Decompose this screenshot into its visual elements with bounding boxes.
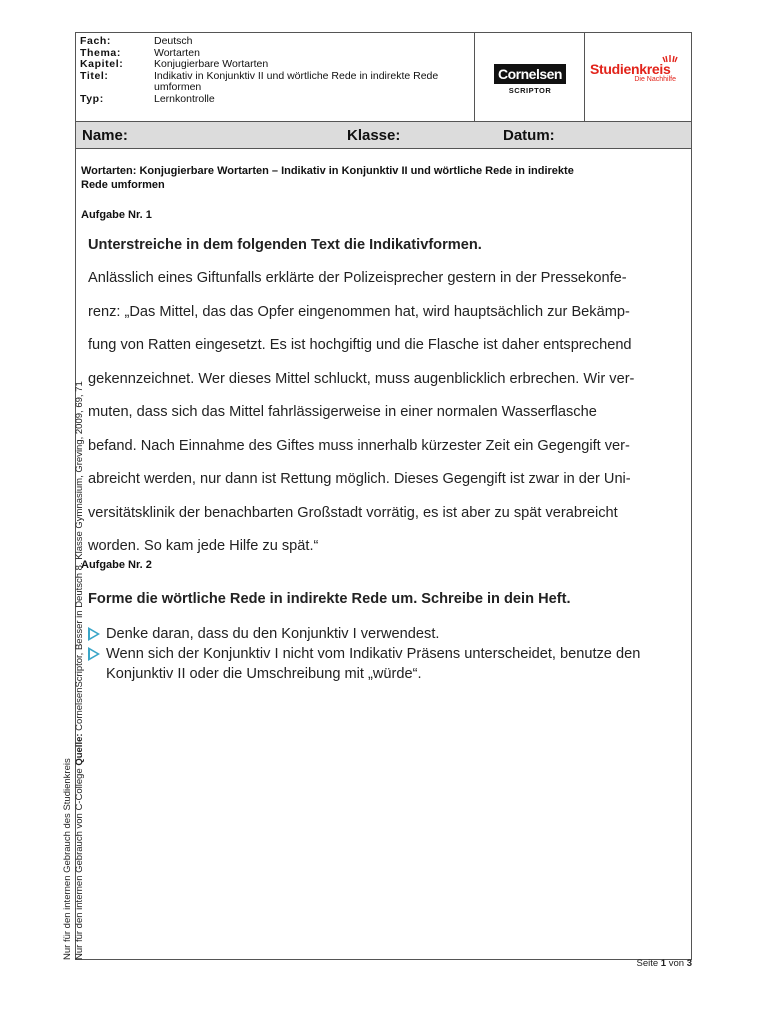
task-1-text [88, 262, 680, 564]
class-label: Klasse: [347, 127, 401, 144]
page-current: 1 [660, 958, 667, 969]
hint-item [88, 644, 688, 684]
scriptor-logo: SCRIPTOR [508, 86, 552, 95]
source-label: Quelle: [73, 733, 85, 766]
topic-line: Wortarten: Konjugierbare Wortarten – Indikativ in Konjunktiv II und wörtliche Rede in indirekte [81, 165, 574, 177]
meta-key [80, 82, 154, 94]
source-note-prefix: Nur für den internen Gebrauch von C-College [73, 765, 85, 960]
hint-text: Konjunktiv II oder die Umschreibung mit „würde“. [106, 666, 422, 682]
page-number [637, 958, 693, 969]
task-2-label: Aufgabe Nr. 2 [81, 559, 152, 571]
meta-value: Wortarten [154, 46, 200, 59]
meta-value: umformen [154, 81, 202, 93]
sun-rays-icon [662, 53, 678, 63]
page-total: 3 [686, 958, 692, 969]
source-note-line: Nur für den internen Gebrauch des Studienkreis [62, 758, 73, 960]
arrow-bullet-icon [88, 627, 100, 641]
text-line: worden. So kam jede Hilfe zu spät.“ [88, 538, 319, 554]
date-label: Datum: [503, 127, 555, 144]
task-2-hints [88, 624, 688, 684]
meta-key: Thema: [80, 46, 121, 59]
meta-value: Konjugierbare Wortarten [154, 58, 269, 70]
arrow-bullet-icon [88, 647, 100, 661]
meta-key: Kapitel: [80, 58, 124, 70]
meta-value: Lernkontrolle [154, 92, 215, 105]
text-line: abreicht werden, nur dann ist Rettung möglich. Dieses Gegengift ist zwar in der Uni- [88, 471, 631, 487]
hint-text: Denke daran, dass du den Konjunktiv I verwendest. [106, 626, 440, 642]
meta-key: Titel: [80, 69, 109, 82]
topic-line: Rede umformen [81, 178, 165, 191]
hint-item [88, 624, 688, 644]
meta-row [80, 71, 480, 83]
header-divider [474, 33, 475, 121]
studienkreis-name: Studienkreis [590, 61, 671, 77]
meta-key: Fach: [80, 35, 112, 47]
text-line: Anlässlich eines Giftunfalls erklärte der Polizeisprecher gestern in der Pressekonfe- [88, 270, 627, 286]
worksheet-topic [81, 165, 681, 192]
task-1-label: Aufgabe Nr. 1 [81, 209, 152, 221]
header-divider [584, 33, 585, 121]
meta-key: Typ: [80, 92, 104, 105]
source-note-citation: CornelsenScriptor, Besser in Deutsch 8. Klasse Gymnasium, Greving, 2009, 69, 71 [73, 381, 85, 734]
text-line: befand. Nach Einnahme des Giftes muss innerhalb kürzester Zeit ein Gegengift ver- [88, 437, 630, 454]
worksheet-frame [75, 32, 692, 960]
page-prefix: Seite [636, 958, 661, 969]
source-note-line [74, 381, 86, 960]
header-metadata [80, 36, 480, 105]
text-line: renz: „Das Mittel, das das Opfer eingenommen hat, wird hauptsächlich zur Bekämp- [88, 303, 630, 320]
meta-row [80, 94, 480, 106]
name-class-date-bar [76, 121, 691, 149]
hint-text: Wenn sich der Konjunktiv I nicht vom Indikativ Präsens unterscheidet, benutze den [106, 646, 641, 662]
text-line: gekennzeichnet. Wer dieses Mittel schluckt, muss augenblicklich erbrechen. Wir ver- [88, 370, 635, 387]
task-2-instruction: Forme die wörtliche Rede in indirekte Rede um. Schreibe in dein Heft. [88, 591, 571, 607]
page-mid: von [666, 958, 687, 969]
meta-row [80, 82, 480, 94]
studienkreis-tagline: Die Nachhilfe [634, 76, 676, 83]
studienkreis-logo [590, 61, 680, 83]
meta-value: Indikativ in Konjunktiv II und wörtliche Rede in indirekte Rede [154, 69, 439, 82]
cornelsen-logo: Cornelsen [494, 64, 566, 84]
source-note [62, 381, 85, 960]
text-line: versitätsklinik der benachbarten Großstadt vorrätig, es ist aber zu spät verabreicht [88, 504, 618, 521]
text-line: fung von Ratten eingesetzt. Es ist hochgiftig und die Flasche ist daher entsprechend [88, 337, 632, 353]
meta-row [80, 36, 480, 48]
meta-value: Deutsch [154, 35, 193, 47]
meta-row [80, 59, 480, 71]
name-label: Name: [82, 127, 128, 144]
task-1-instruction: Unterstreiche in dem folgenden Text die Indikativformen. [88, 237, 482, 253]
meta-row [80, 48, 480, 60]
text-line: muten, dass sich das Mittel fahrlässigerweise in einer normalen Wasserflasche [88, 404, 597, 420]
